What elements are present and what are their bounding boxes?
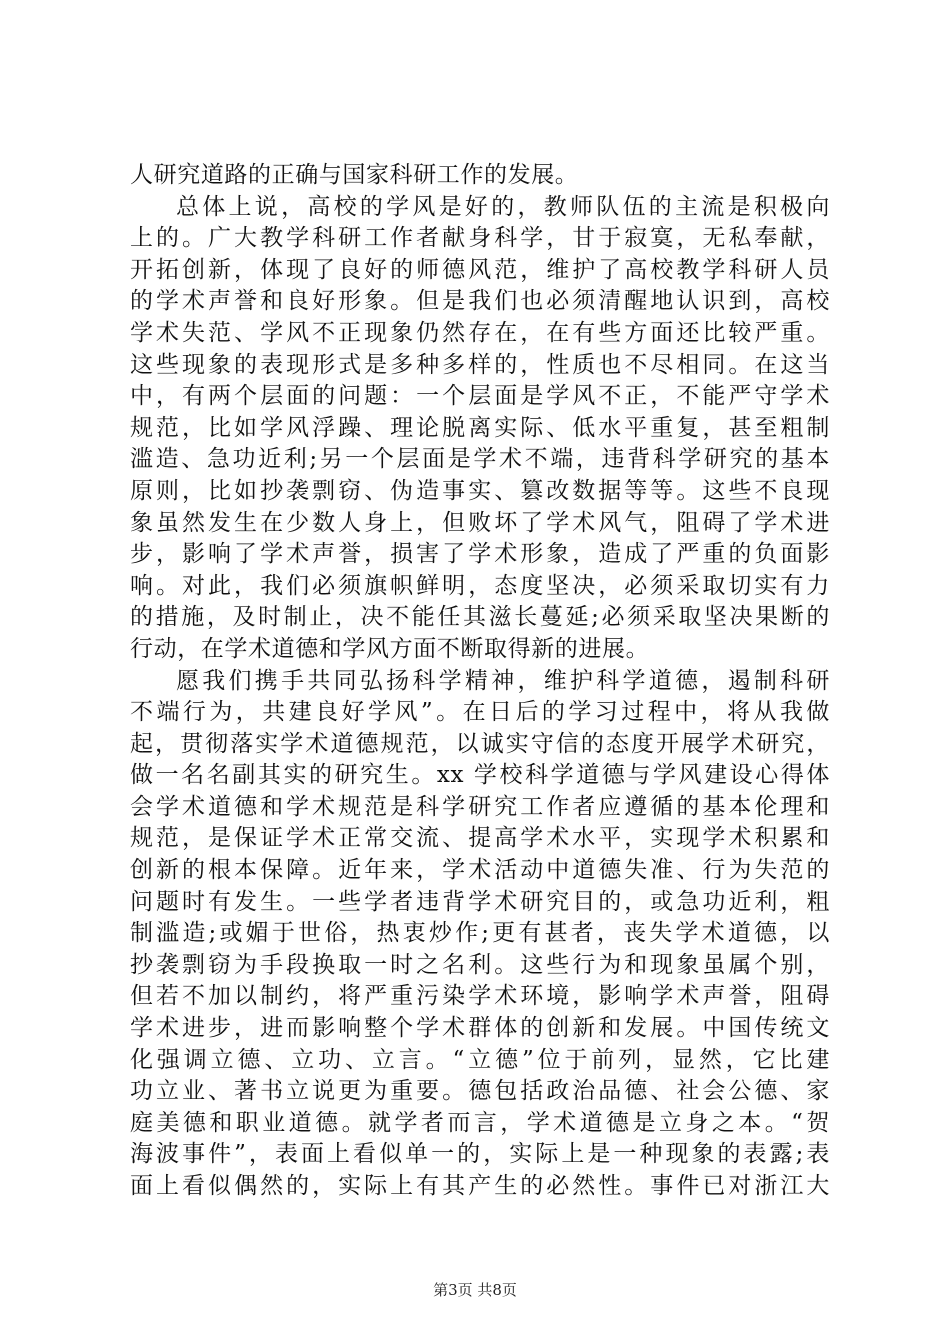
text-line: 象虽然发生在少数人身上，但败坏了学术风气，阻碍了学术进 <box>130 509 830 536</box>
text-line: 抄袭剽窃为手段换取一时之名利。这些行为和现象虽属个别， <box>130 951 830 978</box>
text-line: 但若不加以制约，将严重污染学术环境，影响学术声誉，阻碍 <box>130 983 830 1010</box>
text-line: 开拓创新，体现了良好的师德风范，维护了高校教学科研人员 <box>130 256 830 283</box>
text-line: 面上看似偶然的，实际上有其产生的必然性。事件已对浙江大 <box>130 1173 830 1199</box>
text-line: 庭美德和职业道德。就学者而言，学术道德是立身之本。“贺 <box>130 1109 830 1136</box>
text-line: 上的。广大教学科研工作者献身科学，甘于寂寞，无私奉献， <box>130 225 830 252</box>
text-line: 海波事件”，表面上看似单一的，实际上是一种现象的表露;表 <box>130 1141 830 1168</box>
text-line: 学术进步，进而影响整个学术群体的创新和发展。中国传统文 <box>130 1015 830 1042</box>
text-line: 做一名名副其实的研究生。xx 学校科学道德与学风建设心得体 <box>130 762 830 789</box>
text-line: 起，贯彻落实学术道德规范，以诚实守信的态度开展学术研究， <box>130 730 830 757</box>
text-line: 规范，比如学风浮躁、理论脱离实际、低水平重复，甚至粗制 <box>130 414 830 441</box>
text-line: 滥造、急功近利;另一个层面是学术不端，违背科学研究的基本 <box>130 446 830 473</box>
text-line: 化强调立德、立功、立言。“立德”位于前列，显然，它比建 <box>130 1046 830 1073</box>
text-line: 的措施，及时制止，决不能任其滋长蔓延;必须采取坚决果断的 <box>130 604 830 631</box>
text-line: 这些现象的表现形式是多种多样的，性质也不尽相同。在这当 <box>130 351 830 378</box>
paragraph-first-line: 愿我们携手共同弘扬科学精神，维护科学道德，遏制科研 <box>176 667 830 694</box>
text-line: 创新的根本保障。近年来，学术活动中道德失准、行为失范的 <box>130 857 830 884</box>
text-line: 学术失范、学风不正现象仍然存在，在有些方面还比较严重。 <box>130 319 830 346</box>
body-text <box>130 160 830 1203</box>
page-number-footer: 第3页 共8页 <box>433 1281 517 1299</box>
text-line: 原则，比如抄袭剽窃、伪造事实、篡改数据等等。这些不良现 <box>130 477 830 504</box>
text-line: 不端行为，共建良好学风”。在日后的学习过程中，将从我做 <box>130 699 830 726</box>
text-line: 响。对此，我们必须旗帜鲜明，态度坚决，必须采取切实有力 <box>130 572 830 599</box>
text-line: 中，有两个层面的问题：一个层面是学风不正，不能严守学术 <box>130 383 830 410</box>
text-line: 的学术声誉和良好形象。但是我们也必须清醒地认识到，高校 <box>130 288 830 315</box>
text-line: 制滥造;或媚于世俗，热衷炒作;更有甚者，丧失学术道德，以 <box>130 920 830 947</box>
text-line: 行动，在学术道德和学风方面不断取得新的进展。 <box>130 635 650 662</box>
text-line: 规范，是保证学术正常交流、提高学术水平，实现学术积累和 <box>130 825 830 852</box>
text-line: 会学术道德和学术规范是科学研究工作者应遵循的基本伦理和 <box>130 793 830 820</box>
text-line: 问题时有发生。一些学者违背学术研究目的，或急功近利，粗 <box>130 888 830 915</box>
text-line: 功立业、著书立说更为重要。德包括政治品德、社会公德、家 <box>130 1078 830 1105</box>
text-line: 人研究道路的正确与国家科研工作的发展。 <box>130 162 579 188</box>
paragraph-first-line: 总体上说，高校的学风是好的，教师队伍的主流是积极向 <box>176 193 830 220</box>
text-line: 步，影响了学术声誉，损害了学术形象，造成了严重的负面影 <box>130 541 830 568</box>
